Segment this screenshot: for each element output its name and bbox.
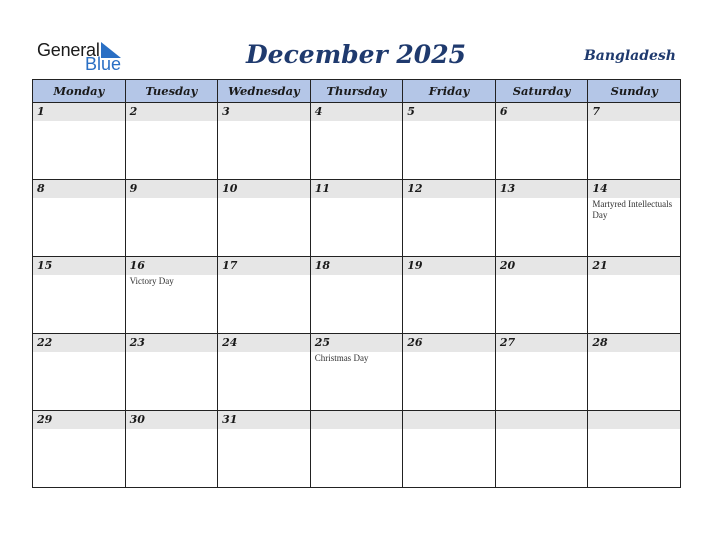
day-number: 6 [496, 103, 588, 121]
week-row [33, 257, 681, 334]
day-number: 16 [126, 257, 218, 275]
day-number: 11 [311, 180, 403, 198]
day-number: 15 [33, 257, 125, 275]
day-number: 14 [588, 180, 680, 198]
day-number: 30 [126, 411, 218, 429]
day-cell [125, 257, 218, 334]
day-cell [125, 334, 218, 411]
day-cell [33, 257, 126, 334]
day-cell [588, 180, 681, 257]
day-cell [495, 103, 588, 180]
day-cell [33, 180, 126, 257]
day-cell [218, 180, 311, 257]
day-number: 27 [496, 334, 588, 352]
day-cell [310, 334, 403, 411]
day-cell [403, 257, 496, 334]
weekday-header: Sunday [588, 80, 681, 103]
day-number: 5 [403, 103, 495, 121]
country-label: Bangladesh [583, 48, 676, 64]
day-number: 17 [218, 257, 310, 275]
day-cell [403, 180, 496, 257]
week-row [33, 103, 681, 180]
holiday-label: Victory Day [129, 276, 174, 286]
day-cell [495, 411, 588, 488]
day-number: 10 [218, 180, 310, 198]
day-number: 25 [311, 334, 403, 352]
day-cell [403, 411, 496, 488]
calendar-title: December 2025 [245, 40, 466, 69]
day-cell [495, 334, 588, 411]
day-cell [218, 257, 311, 334]
day-cell [403, 103, 496, 180]
day-number: 9 [126, 180, 218, 198]
day-number: 21 [588, 257, 680, 275]
day-number: 29 [33, 411, 125, 429]
day-cell [125, 103, 218, 180]
day-cell [218, 103, 311, 180]
day-number: 7 [588, 103, 680, 121]
day-cell [33, 411, 126, 488]
day-cell [33, 334, 126, 411]
day-number: 28 [588, 334, 680, 352]
day-number [403, 411, 495, 429]
day-number: 1 [33, 103, 125, 121]
day-cell [310, 103, 403, 180]
holiday-label: Martyred Intellectuals Day [592, 199, 673, 220]
day-number: 19 [403, 257, 495, 275]
day-cell [588, 334, 681, 411]
day-cell [588, 257, 681, 334]
week-row [33, 180, 681, 257]
day-number: 22 [33, 334, 125, 352]
day-number: 20 [496, 257, 588, 275]
day-number [311, 411, 403, 429]
weekday-header-row [33, 80, 681, 103]
day-cell [125, 180, 218, 257]
day-number: 31 [218, 411, 310, 429]
day-number [496, 411, 588, 429]
day-cell [310, 411, 403, 488]
weekday-header: Saturday [495, 80, 588, 103]
weekday-header: Monday [33, 80, 126, 103]
holiday-label: Christmas Day [314, 353, 369, 363]
day-cell [495, 180, 588, 257]
logo-general-text: General [37, 40, 100, 60]
day-cell [125, 411, 218, 488]
week-row [33, 411, 681, 488]
day-number: 3 [218, 103, 310, 121]
day-number: 24 [218, 334, 310, 352]
day-number: 4 [311, 103, 403, 121]
day-cell [403, 334, 496, 411]
day-number: 18 [311, 257, 403, 275]
day-number: 2 [126, 103, 218, 121]
day-cell [495, 257, 588, 334]
day-cell [310, 257, 403, 334]
calendar-grid [32, 79, 681, 488]
day-cell [588, 103, 681, 180]
day-number: 23 [126, 334, 218, 352]
weekday-header: Friday [403, 80, 496, 103]
day-number [588, 411, 680, 429]
weekday-header: Thursday [310, 80, 403, 103]
day-cell [218, 334, 311, 411]
logo-blue-text: Blue [85, 54, 122, 74]
day-number: 8 [33, 180, 125, 198]
day-cell [310, 180, 403, 257]
day-number: 13 [496, 180, 588, 198]
weekday-header: Tuesday [125, 80, 218, 103]
weekday-header: Wednesday [218, 80, 311, 103]
day-number: 26 [403, 334, 495, 352]
day-cell [588, 411, 681, 488]
day-number: 12 [403, 180, 495, 198]
day-cell [218, 411, 311, 488]
day-cell [33, 103, 126, 180]
week-row [33, 334, 681, 411]
